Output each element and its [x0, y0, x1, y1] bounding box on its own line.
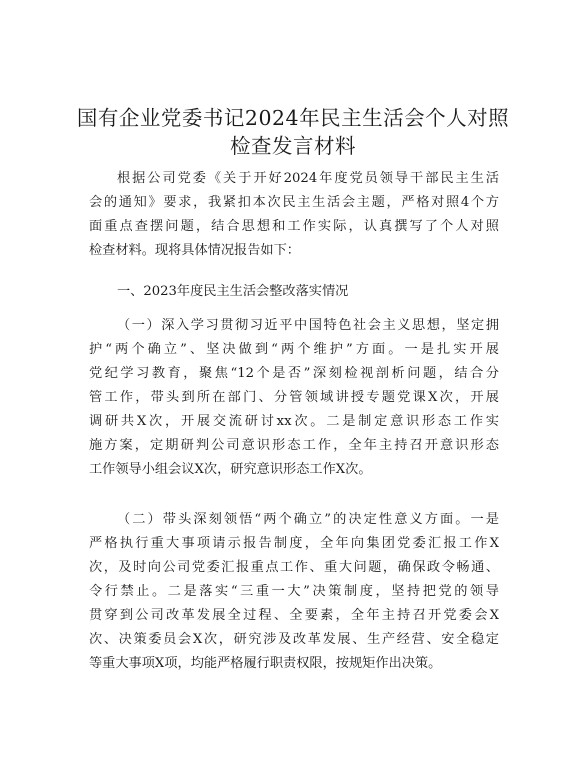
document-title-line-2: 检查发言材料 — [230, 134, 356, 158]
para1-line-6: 施方案，定期研判公司意识形态工作，全年主持召开意识形态 — [89, 438, 499, 453]
intro-line-4: 检查材料。现将具体情况报告如下： — [89, 243, 300, 258]
intro-line-3: 面重点查摆问题，结合思想和工作实际，认真撰写了个人对照 — [89, 219, 499, 234]
para2-line-2: 严格执行重大事项请示报告制度，全年向集团党委汇报工作X — [89, 536, 499, 551]
para2-line-4: 令行禁止。二是落实“三重一大”决策制度，坚持把党的领导 — [89, 584, 499, 599]
section-heading-1: 一、2023年度民主生活会整改落实情况 — [117, 284, 349, 299]
para2-line-1: （二）带头深刻领悟“两个确立”的决定性意义方面。一是 — [117, 512, 499, 527]
para1-line-5: 调研共X次，开展交流研讨xx次。二是制定意识形态工作实 — [89, 414, 499, 429]
para1-line-2: 护“两个确立”、坚决做到“两个维护”方面。一是扎实开展 — [89, 342, 499, 357]
para2-line-7: 等重大事项X项，均能严格履行职责权限，按规矩作出决策。 — [89, 656, 442, 671]
para2-line-6: 次、决策委员会X次，研究涉及改革发展、生产经营、安全稳定 — [89, 632, 499, 647]
intro-line-1: 根据公司党委《关于开好2024年度党员领导干部民主生活 — [117, 171, 499, 186]
para1-line-4: 管工作，带头到所在部门、分管领域讲授专题党课X次，开展 — [89, 390, 499, 405]
intro-line-2: 会的通知》要求，我紧扣本次民主生活会主题，严格对照4个方 — [89, 195, 499, 210]
para1-line-3: 党纪学习教育，聚焦“12个是否”深刻检视剖析问题，结合分 — [89, 366, 499, 381]
document-title-line-1: 国有企业党委书记2024年民主生活会个人对照 — [76, 106, 510, 130]
para1-line-1: （一）深入学习贯彻习近平中国特色社会主义思想，坚定拥 — [117, 318, 499, 333]
para1-line-7: 工作领导小组会议X次，研究意识形态工作X次。 — [89, 462, 372, 477]
para2-line-3: 次，及时向公司党委汇报重点工作、重大问题，确保政令畅通、 — [89, 560, 499, 575]
para2-line-5: 贯穿到公司改革发展全过程、全要素，全年主持召开党委会X — [89, 608, 499, 623]
